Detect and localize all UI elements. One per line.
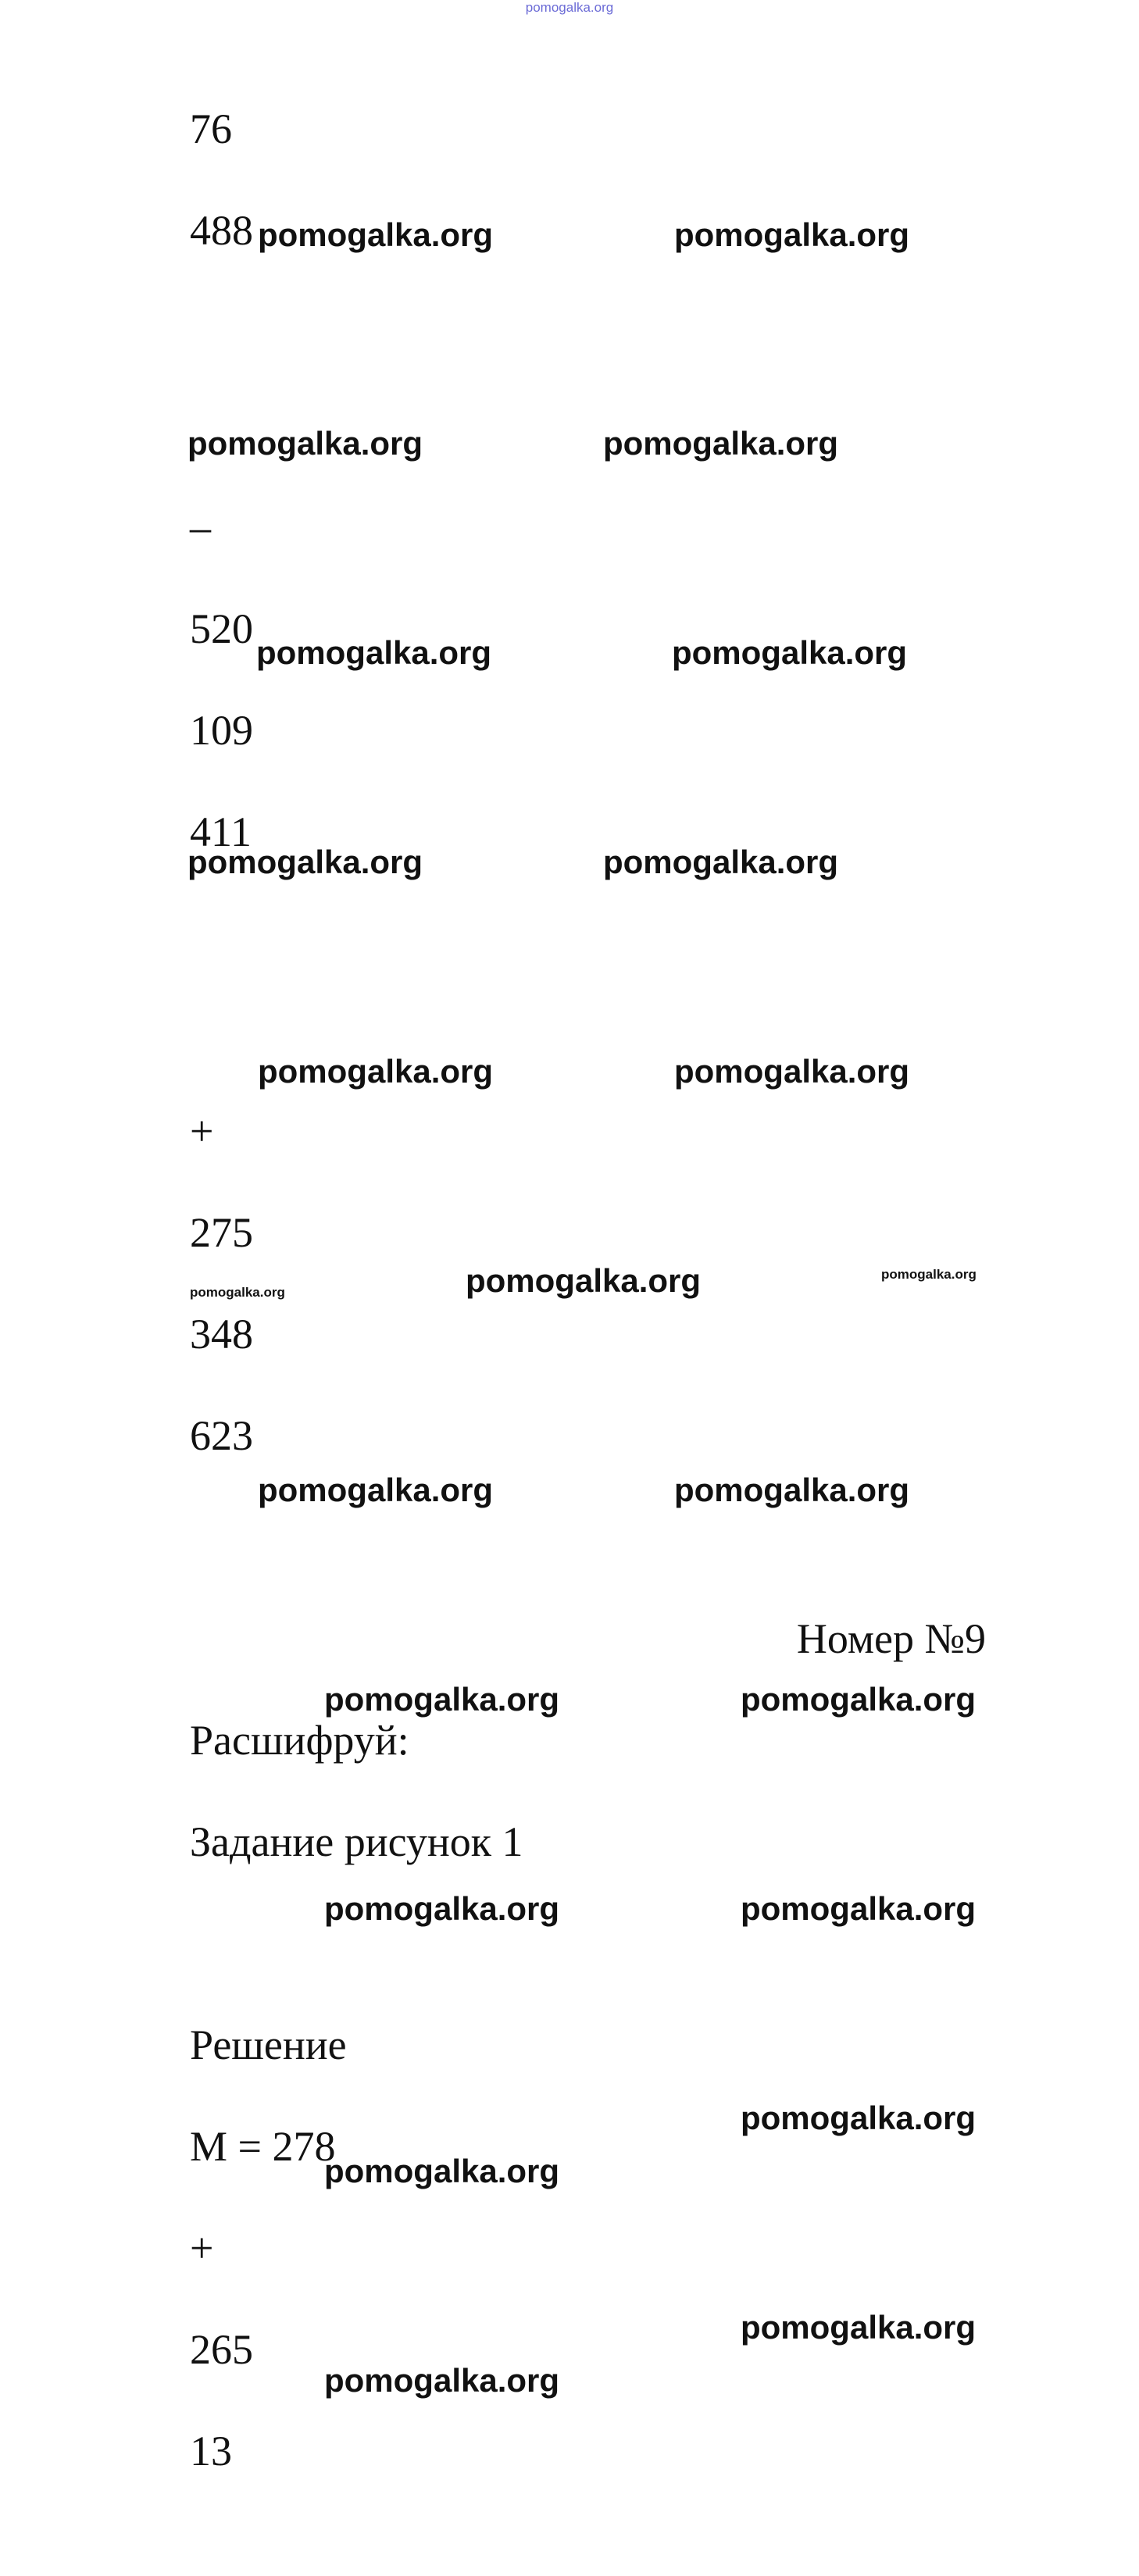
watermark: pomogalka.org [324, 1681, 560, 1718]
watermark: pomogalka.org [674, 216, 910, 253]
watermark: pomogalka.org [674, 1472, 910, 1508]
watermark: pomogalka.org [258, 1053, 494, 1090]
task-line-6: 265 [190, 2326, 253, 2373]
watermark: pomogalka.org [741, 1681, 977, 1718]
watermark: pomogalka.org [258, 1472, 494, 1508]
watermark: pomogalka.org [258, 216, 494, 253]
task-line-5: + [190, 2225, 214, 2271]
watermark: pomogalka.org [741, 2100, 977, 2136]
task-line-2: Задание рисунок 1 [190, 1818, 523, 1865]
watermark: pomogalka.org [187, 425, 423, 462]
task-line-4: М = 278 [190, 2123, 336, 2170]
header-site-link[interactable]: pomogalka.org [525, 0, 614, 15]
task-line-3: Решение [190, 2021, 347, 2068]
watermark: pomogalka.org [324, 2153, 560, 2189]
task-heading: Номер №9 [796, 1615, 986, 1662]
watermark: pomogalka.org [674, 1053, 910, 1090]
watermark: pomogalka.org [741, 2309, 977, 2346]
doc-line-2: 488 [190, 207, 253, 254]
doc-line-1: 76 [190, 105, 232, 152]
watermark: pomogalka.org [187, 844, 423, 880]
watermark: pomogalka.org [324, 2362, 560, 2399]
watermark: pomogalka.org [741, 1890, 977, 1927]
watermark: pomogalka.org [324, 1890, 560, 1927]
doc-line-8: 275 [190, 1209, 253, 1256]
watermark-small: pomogalka.org [881, 1267, 977, 1282]
watermark: pomogalka.org [603, 844, 839, 880]
watermark-small: pomogalka.org [190, 1285, 285, 1300]
task-line-1: Расшифруй: [190, 1717, 409, 1764]
watermark: pomogalka.org [603, 425, 839, 462]
watermark: pomogalka.org [256, 634, 492, 671]
doc-line-6: 411 [190, 808, 252, 855]
doc-line-5: 109 [190, 707, 253, 754]
watermark: pomogalka.org [466, 1262, 702, 1299]
doc-line-10: 623 [190, 1412, 253, 1459]
watermark: pomogalka.org [672, 634, 908, 671]
doc-line-9: 348 [190, 1311, 253, 1358]
task-line-7: 13 [190, 2428, 232, 2474]
doc-line-7: + [190, 1108, 214, 1154]
doc-line-4: 520 [190, 605, 253, 652]
doc-line-3: – [190, 504, 211, 551]
